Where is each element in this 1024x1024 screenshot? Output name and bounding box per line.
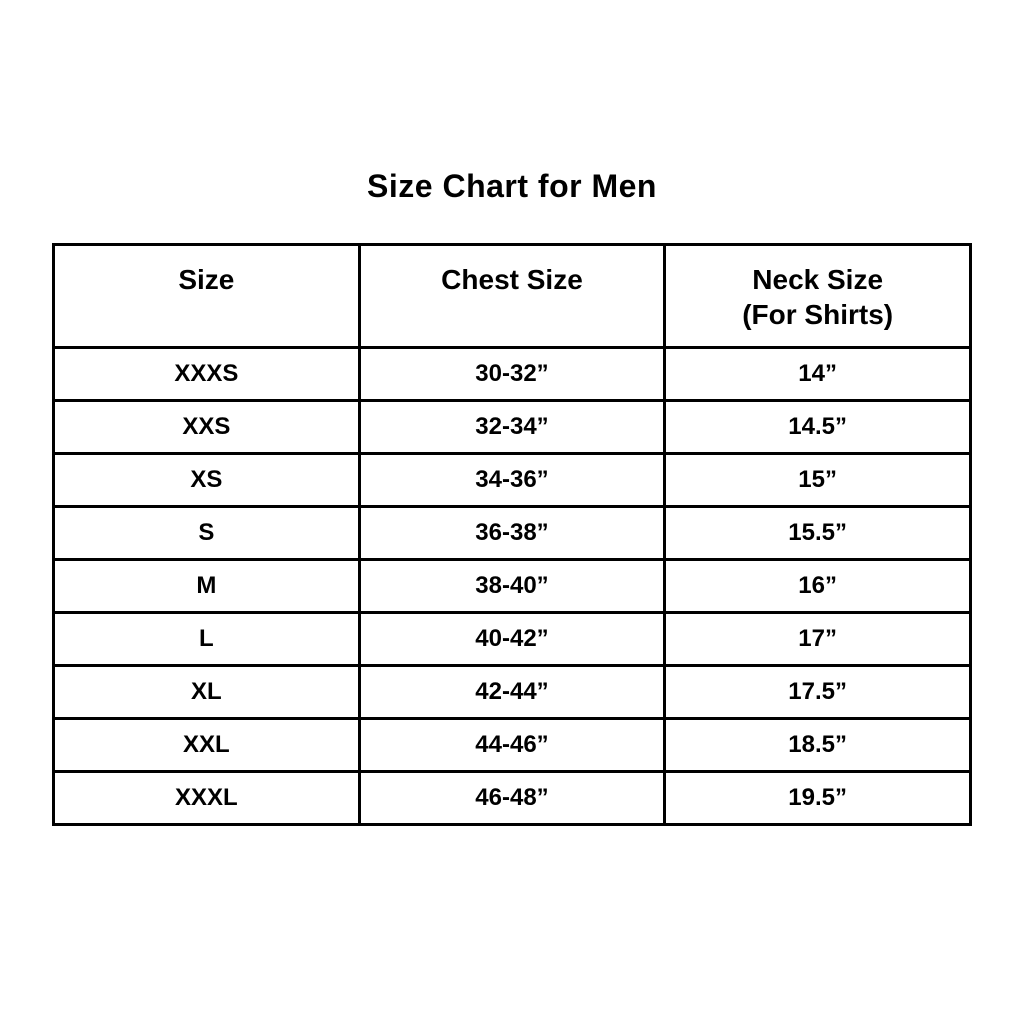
table-row (54, 772, 971, 825)
page-title: Size Chart for Men (367, 168, 657, 204)
chest-size-cell: 44-46” (359, 719, 665, 772)
header-neck-size (665, 245, 971, 348)
chest-size-cell: 40-42” (359, 613, 665, 666)
table-row (54, 613, 971, 666)
table-body (54, 348, 971, 825)
table-row (54, 666, 971, 719)
chest-size-cell: 30-32” (359, 348, 665, 401)
chest-size-cell: 34-36” (359, 454, 665, 507)
neck-size-cell: 16” (665, 560, 971, 613)
neck-size-cell: 19.5” (665, 772, 971, 825)
size-cell: XXS (54, 401, 360, 454)
neck-size-cell: 18.5” (665, 719, 971, 772)
size-cell: L (54, 613, 360, 666)
size-cell: S (54, 507, 360, 560)
chest-size-cell: 42-44” (359, 666, 665, 719)
table-row (54, 560, 971, 613)
size-cell: M (54, 560, 360, 613)
neck-size-cell: 14” (665, 348, 971, 401)
size-cell: XL (54, 666, 360, 719)
table-row (54, 507, 971, 560)
neck-size-cell: 15” (665, 454, 971, 507)
size-cell: XXXS (54, 348, 360, 401)
table-row (54, 454, 971, 507)
chest-size-cell: 36-38” (359, 507, 665, 560)
table-header (54, 245, 971, 348)
size-cell: XXXL (54, 772, 360, 825)
neck-size-cell: 15.5” (665, 507, 971, 560)
header-chest-size: Chest Size (359, 245, 665, 348)
header-row (54, 245, 971, 348)
header-neck-size-line2: (For Shirts) (742, 299, 894, 330)
table-row (54, 401, 971, 454)
neck-size-cell: 17.5” (665, 666, 971, 719)
chest-size-cell: 38-40” (359, 560, 665, 613)
size-chart-table (52, 243, 972, 826)
chest-size-cell: 46-48” (359, 772, 665, 825)
header-neck-size-line1: Neck Size (752, 264, 884, 295)
size-cell: XS (54, 454, 360, 507)
chest-size-cell: 32-34” (359, 401, 665, 454)
table-row (54, 348, 971, 401)
neck-size-cell: 14.5” (665, 401, 971, 454)
header-size: Size (54, 245, 360, 348)
table-row (54, 719, 971, 772)
size-cell: XXL (54, 719, 360, 772)
neck-size-cell: 17” (665, 613, 971, 666)
